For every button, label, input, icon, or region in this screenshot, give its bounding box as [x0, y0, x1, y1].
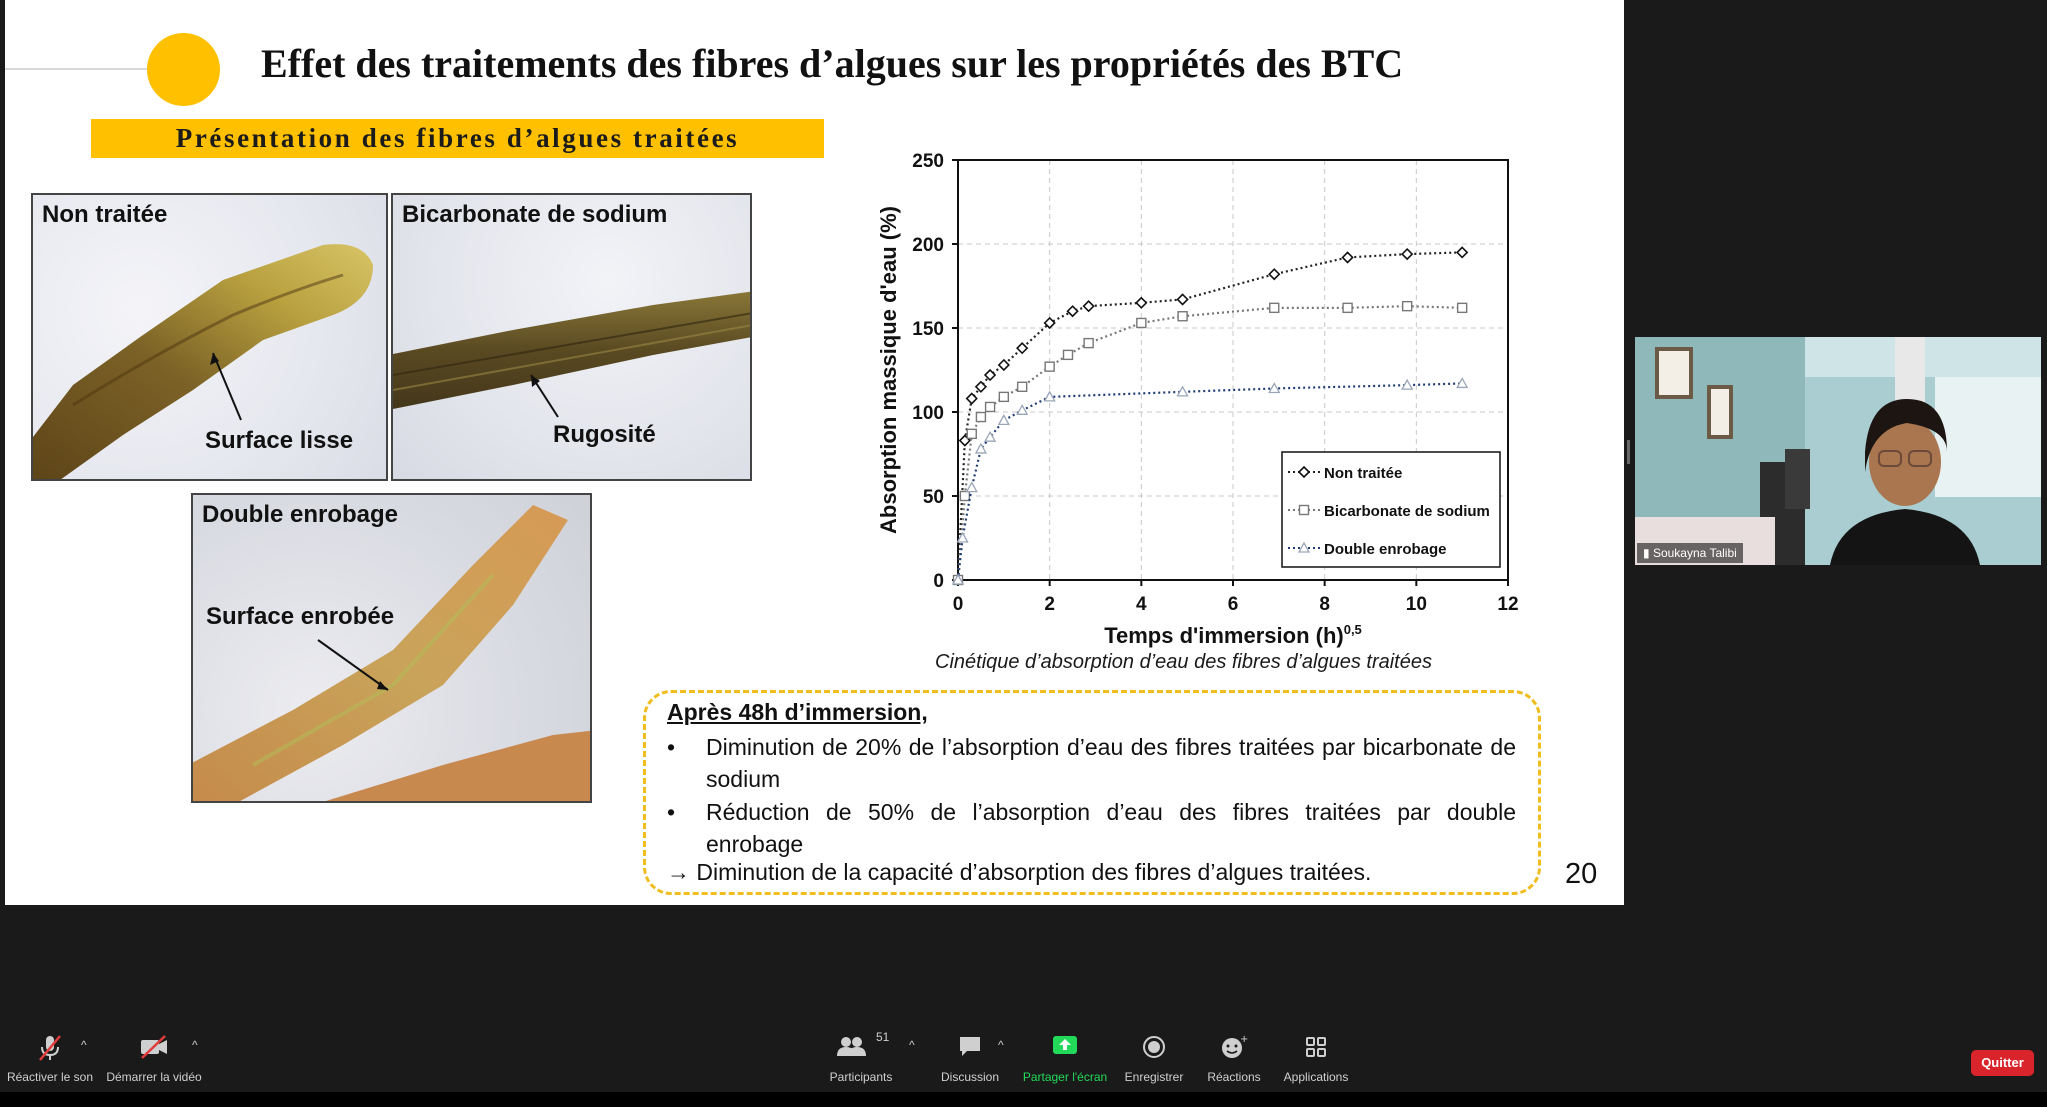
- bullet-dot-icon: •: [667, 799, 676, 825]
- data-point: [967, 483, 977, 492]
- start-video-button[interactable]: [104, 1030, 204, 1090]
- y-tick-label: 200: [912, 235, 944, 256]
- data-point: [967, 429, 976, 438]
- summary-bullet: [667, 731, 1517, 795]
- participants-icon: [836, 1034, 880, 1060]
- data-point: [1017, 343, 1027, 353]
- title-bullet-circle: [147, 33, 220, 106]
- data-point: [1269, 383, 1279, 392]
- photo-annotation: Surface lisse: [205, 427, 354, 454]
- legend-label: Non traitée: [1324, 465, 1403, 482]
- data-point: [958, 533, 968, 542]
- record-icon: [1141, 1034, 1167, 1060]
- chat-options-chevron-icon[interactable]: ^: [998, 1038, 1004, 1052]
- data-point: [999, 360, 1009, 370]
- arrow-icon: [193, 495, 592, 803]
- summary-box: [643, 690, 1541, 895]
- data-point: [1403, 302, 1412, 311]
- photo-title: Non traitée: [42, 201, 168, 228]
- legend-label: Bicarbonate de sodium: [1324, 503, 1490, 520]
- signal-icon: ▮: [1643, 546, 1650, 560]
- data-point: [1064, 350, 1073, 359]
- audio-options-chevron-icon[interactable]: ^: [81, 1038, 87, 1052]
- data-point: [986, 402, 995, 411]
- y-axis-label: Absorption massique d'eau (%): [876, 206, 901, 534]
- data-point: [1136, 298, 1146, 308]
- legend-marker: [1300, 506, 1309, 515]
- data-point: [1457, 247, 1467, 257]
- reactions-button[interactable]: [1194, 1030, 1274, 1090]
- data-point: [1343, 252, 1353, 262]
- chart-caption: Cinétique d’absorption d’eau des fibres d’algues traitées: [935, 651, 1432, 673]
- applications-button[interactable]: [1274, 1030, 1358, 1090]
- x-tick-label: 12: [1497, 594, 1519, 615]
- svg-text:+: +: [1240, 1034, 1248, 1045]
- bullet-dot-icon: •: [667, 734, 676, 760]
- data-point: [1269, 269, 1279, 279]
- participants-count: 51: [876, 1030, 890, 1044]
- participants-label: Participants: [829, 1070, 893, 1084]
- y-tick-label: 50: [922, 487, 944, 508]
- page-number: 20: [1565, 858, 1598, 890]
- x-axis-label: Temps d'immersion $(h)^{0,5}$: [1104, 622, 1362, 648]
- bullet-text: Diminution de 20% de l’absorption d’eau des fibres traitées par bicarbonate de sodium: [706, 734, 1516, 792]
- data-point: [1084, 301, 1094, 311]
- data-point: [1068, 306, 1078, 316]
- photo-title: Double enrobage: [202, 501, 399, 528]
- panel-resize-handle[interactable]: [1627, 440, 1630, 464]
- x-tick-label: 0: [952, 594, 964, 615]
- applications-icon: [1303, 1034, 1329, 1060]
- data-point: [999, 415, 1009, 424]
- absorption-chart: [863, 138, 1563, 658]
- data-point: [1178, 294, 1188, 304]
- y-tick-label: 150: [912, 319, 944, 340]
- data-point: [1178, 312, 1187, 321]
- legend-label: Double enrobage: [1324, 541, 1447, 558]
- photo-title: Bicarbonate de sodium: [402, 201, 668, 228]
- record-label: Enregistrer: [1124, 1070, 1184, 1084]
- data-point: [1343, 303, 1352, 312]
- data-point: [1018, 382, 1027, 391]
- data-point: [1137, 318, 1146, 327]
- x-tick-label: 4: [1136, 594, 1147, 615]
- participants-button[interactable]: [820, 1030, 902, 1090]
- muted-microphone-icon: [37, 1034, 63, 1062]
- record-button[interactable]: [1114, 1030, 1194, 1090]
- photo-annotation: Rugosité: [553, 421, 656, 448]
- x-tick-label: 2: [1044, 594, 1055, 615]
- y-tick-label: 250: [912, 151, 944, 172]
- data-point: [1458, 303, 1467, 312]
- photo-untreated-fiber: [31, 193, 388, 481]
- unmute-label: Réactiver le son: [6, 1070, 94, 1084]
- data-point: [1045, 362, 1054, 371]
- data-point: [999, 392, 1008, 401]
- participant-video-tile[interactable]: [1635, 337, 2041, 565]
- chat-label: Discussion: [940, 1070, 1000, 1084]
- shared-slide: [5, 0, 1624, 905]
- photo-bicarbonate-fiber: [391, 193, 752, 481]
- data-point: [1084, 339, 1093, 348]
- video-off-icon: [139, 1034, 169, 1060]
- summary-conclusion: → Diminution de la capacité d’absorption des fibres d’algues traitées.: [667, 859, 1372, 885]
- bottom-bar: [0, 1092, 2047, 1107]
- photo-double-coating-fiber: [191, 493, 592, 803]
- bullet-text: Réduction de 50% de l’absorption d’eau des fibres traitées par double enrobage: [706, 799, 1516, 857]
- video-options-chevron-icon[interactable]: ^: [192, 1038, 198, 1052]
- participant-name: Soukayna Talibi: [1652, 546, 1737, 560]
- participant-name-tag: [1637, 543, 1743, 563]
- x-tick-label: 6: [1227, 594, 1239, 615]
- data-point: [1402, 249, 1412, 259]
- share-screen-button[interactable]: [1020, 1030, 1110, 1090]
- data-point: [976, 444, 986, 453]
- participants-options-chevron-icon[interactable]: ^: [909, 1038, 915, 1052]
- summary-title: Après 48h d’immersion,: [667, 699, 928, 725]
- y-tick-label: 0: [933, 571, 944, 592]
- data-point: [1017, 405, 1027, 414]
- data-point: [1270, 303, 1279, 312]
- reactions-label: Réactions: [1207, 1070, 1261, 1084]
- participant-video-frame: [1635, 337, 2041, 565]
- slide-title: Effet des traitements des fibres d’algues sur les propriétés des BTC: [261, 41, 1404, 86]
- share-screen-label: Partager l'écran: [1022, 1070, 1108, 1084]
- data-point: [985, 432, 995, 441]
- smiley-icon: [1220, 1034, 1248, 1060]
- y-tick-label: 100: [912, 403, 944, 424]
- leave-meeting-button[interactable]: Quitter: [1971, 1050, 2034, 1076]
- chat-bubble-icon: [957, 1034, 983, 1060]
- data-point: [960, 492, 969, 501]
- photo-annotation: Surface enrobée: [206, 603, 395, 630]
- x-tick-label: 8: [1319, 594, 1330, 615]
- start-video-label: Démarrer la vidéo: [106, 1070, 202, 1084]
- section-banner: Présentation des fibres d’algues traitées: [91, 119, 824, 158]
- data-point: [967, 394, 977, 404]
- meeting-toolbar: [0, 1030, 2047, 1092]
- x-axis-label-exponent: 0,5: [1343, 622, 1362, 637]
- applications-label: Applications: [1283, 1070, 1349, 1084]
- share-screen-icon: [1051, 1034, 1079, 1058]
- x-tick-label: 10: [1405, 594, 1427, 615]
- data-point: [976, 413, 985, 422]
- summary-bullet: [667, 796, 1517, 860]
- data-point: [1045, 392, 1055, 401]
- chart-canvas: [863, 138, 1563, 658]
